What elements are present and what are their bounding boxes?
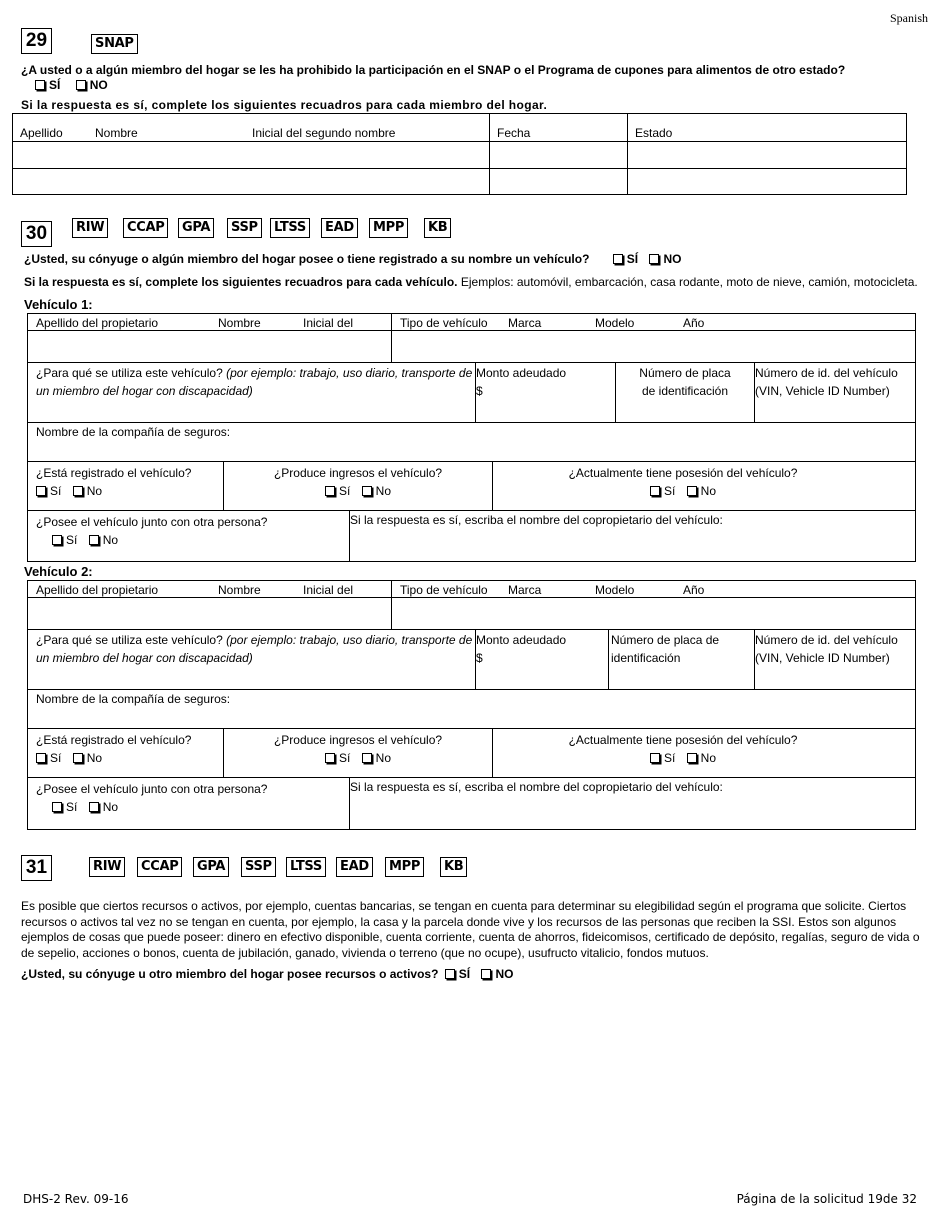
col-inicial: Inicial del segundo nombre xyxy=(252,126,396,140)
row-line xyxy=(28,728,915,729)
program-badge-ltss: LTSS xyxy=(270,218,310,238)
program-badge-riw: RIW xyxy=(89,857,125,877)
checkbox-icon xyxy=(36,753,46,763)
registered-yes-checkbox[interactable]: Sí xyxy=(36,484,61,498)
checkbox-icon xyxy=(362,753,372,763)
program-badge-mpp: MPP xyxy=(385,857,424,877)
row-line xyxy=(28,510,915,511)
program-badge-ltss: LTSS xyxy=(286,857,326,877)
row-line xyxy=(28,689,915,690)
divider xyxy=(608,629,609,689)
checkbox-icon xyxy=(36,486,46,496)
program-badge-ssp: SSP xyxy=(241,857,276,877)
co-owner-name-label[interactable]: Si la respuesta es sí, escriba el nombre del copropietario del vehículo: xyxy=(350,780,723,794)
form-id: DHS-2 Rev. 09-16 xyxy=(23,1192,129,1206)
section-31-question xyxy=(21,967,513,981)
page-number: Página de la solicitud 19de 32 xyxy=(736,1192,917,1206)
section-29-answers xyxy=(35,78,108,92)
section-29-instruction: Si la respuesta es sí, complete los siguientes recuadros para cada miembro del hogar. xyxy=(21,98,548,112)
program-badge-mpp: MPP xyxy=(369,218,408,238)
initial-label: Inicial del xyxy=(303,583,354,597)
vehicle-use-question: ¿Para qué se utiliza este vehículo? (por ejemplo: trabajo, uso diario, transporte de un miembro del hogar con discapacidad) xyxy=(36,366,473,398)
checkbox-icon xyxy=(687,486,697,496)
plate-number-label[interactable]: Número de placa de identificación xyxy=(639,366,731,398)
income-question: ¿Produce ingresos el vehículo? Sí No xyxy=(273,466,443,498)
checkbox-icon xyxy=(35,80,45,90)
program-badge-ccap: CCAP xyxy=(123,218,168,238)
section-29-yes-checkbox[interactable] xyxy=(35,78,60,92)
no-label: NO xyxy=(663,252,682,266)
program-badge-ead: EAD xyxy=(336,857,373,877)
amount-owed-label[interactable]: Monto adeudado $ xyxy=(476,366,567,398)
first-name-label: Nombre xyxy=(218,316,261,330)
co-owned-no-checkbox[interactable]: No xyxy=(89,533,118,547)
row1-date-input[interactable] xyxy=(490,142,627,168)
section-31-number: 31 xyxy=(21,855,52,881)
section-30-number: 30 xyxy=(21,221,52,247)
row2-date-input[interactable] xyxy=(490,169,627,194)
co-owner-name-label[interactable]: Si la respuesta es sí, escriba el nombre del copropietario del vehículo: xyxy=(350,513,723,527)
checkbox-icon xyxy=(89,535,99,545)
vehicle-type-label: Tipo de vehículo xyxy=(400,583,488,597)
row1-name-input[interactable] xyxy=(13,142,489,168)
insurance-label: Nombre de la compañía de seguros: xyxy=(36,692,231,706)
checkbox-icon xyxy=(650,486,660,496)
row1-state-input[interactable] xyxy=(628,142,906,168)
row-line xyxy=(28,362,915,363)
year-label: Año xyxy=(683,316,705,330)
col-nombre: Nombre xyxy=(95,126,138,140)
co-owned-yes-checkbox[interactable]: Sí xyxy=(52,533,77,547)
checkbox-icon xyxy=(325,486,335,496)
vehicle-info-input[interactable] xyxy=(392,598,915,629)
registered-question: ¿Está registrado el vehículo? Sí No xyxy=(36,466,192,498)
program-badge-gpa: GPA xyxy=(193,857,229,877)
section-29-no-checkbox[interactable] xyxy=(76,78,108,92)
possession-yes-checkbox[interactable]: Sí xyxy=(650,751,675,765)
income-yes-checkbox[interactable]: Sí xyxy=(325,751,350,765)
vehicle-type-label: Tipo de vehículo xyxy=(400,316,488,330)
amount-owed-label[interactable]: Monto adeudado $ xyxy=(476,633,567,665)
vin-label[interactable]: Número de id. del vehículo (VIN, Vehicle ID Number) xyxy=(755,633,898,665)
checkbox-icon xyxy=(687,753,697,763)
possession-no-checkbox[interactable]: No xyxy=(687,484,716,498)
registered-no-checkbox[interactable]: No xyxy=(73,751,102,765)
checkbox-icon xyxy=(362,486,372,496)
first-name-label: Nombre xyxy=(218,583,261,597)
make-label: Marca xyxy=(508,583,542,597)
question-text: ¿Usted, su cónyuge o algún miembro del hogar posee o tiene registrado a su nombre un vehículo? xyxy=(24,252,590,266)
row2-name-input[interactable] xyxy=(13,169,489,194)
language-label: Spanish xyxy=(889,11,928,25)
section-30-instruction xyxy=(24,275,918,289)
vehicle-use-question: ¿Para qué se utiliza este vehículo? (por ejemplo: trabajo, uso diario, transporte de un miembro del hogar con discapacidad) xyxy=(36,633,473,665)
row-line xyxy=(28,777,915,778)
possession-yes-checkbox[interactable]: Sí xyxy=(650,484,675,498)
income-yes-checkbox[interactable]: Sí xyxy=(325,484,350,498)
section-31-yes-checkbox[interactable] xyxy=(445,967,470,981)
program-badge-snap: SNAP xyxy=(91,34,138,54)
make-label: Marca xyxy=(508,316,542,330)
instruction-rest: Ejemplos: automóvil, embarcación, casa rodante, moto de nieve, camión, motocicleta. xyxy=(457,275,918,289)
checkbox-icon xyxy=(76,80,86,90)
co-owned-question: ¿Posee el vehículo junto con otra persona? Sí No xyxy=(36,515,268,547)
registered-question: ¿Está registrado el vehículo? Sí No xyxy=(36,733,192,765)
program-badge-kb: KB xyxy=(440,857,467,877)
checkbox-icon xyxy=(73,753,83,763)
row2-state-input[interactable] xyxy=(628,169,906,194)
program-badge-gpa: GPA xyxy=(178,218,214,238)
program-badge-ssp: SSP xyxy=(227,218,262,238)
section-30-no-checkbox[interactable] xyxy=(649,252,681,266)
program-badge-riw: RIW xyxy=(72,218,108,238)
yes-label: SÍ xyxy=(458,967,471,981)
owner-last-label: Apellido del propietario xyxy=(36,583,159,597)
row-line xyxy=(28,629,915,630)
owner-info-input[interactable] xyxy=(28,331,391,362)
vehicle-1-table xyxy=(27,313,916,562)
section-29-question: ¿A usted o a algún miembro del hogar se les ha prohibido la participación en el SNAP o el Programa de cupones para alimentos de otro estado? xyxy=(21,63,846,77)
insurance-label: Nombre de la compañía de seguros: xyxy=(36,425,231,439)
income-no-checkbox[interactable]: No xyxy=(362,484,391,498)
checkbox-icon xyxy=(89,802,99,812)
instruction-bold: Si la respuesta es sí, complete los siguientes recuadros para cada vehículo. xyxy=(24,275,458,289)
yes-label: SÍ xyxy=(49,78,61,92)
co-owned-no-checkbox[interactable]: No xyxy=(89,800,118,814)
section-29-number: 29 xyxy=(21,28,52,54)
program-badge-ccap: CCAP xyxy=(137,857,182,877)
possession-question: ¿Actualmente tiene posesión del vehículo? Sí No xyxy=(568,733,798,765)
checkbox-icon xyxy=(650,753,660,763)
prohibited-members-table xyxy=(12,113,907,195)
section-30-question xyxy=(24,252,681,266)
checkbox-icon xyxy=(73,486,83,496)
owner-info-input[interactable] xyxy=(28,598,391,629)
no-label: NO xyxy=(89,78,108,92)
checkbox-icon xyxy=(613,254,623,264)
possession-no-checkbox[interactable]: No xyxy=(687,751,716,765)
row-line xyxy=(28,422,915,423)
vehicle-2-table xyxy=(27,580,916,830)
row-line xyxy=(28,461,915,462)
vin-label[interactable]: Número de id. del vehículo (VIN, Vehicle ID Number) xyxy=(755,366,898,398)
checkbox-icon xyxy=(649,254,659,264)
checkbox-icon xyxy=(52,802,62,812)
checkbox-icon xyxy=(445,969,455,979)
insurance-input[interactable] xyxy=(28,707,915,727)
co-owned-yes-checkbox[interactable]: Sí xyxy=(52,800,77,814)
registered-yes-checkbox[interactable]: Sí xyxy=(36,751,61,765)
section-31-paragraph: Es posible que ciertos recursos o activos, por ejemplo, cuentas bancarias, se tengan en cuenta para determinar su elegibilidad según el programa que solicite. Ciertos recursos o activos tal vez no se tengan en cuenta, por ejemplo, la casa y la parcela donde vive y los recursos de las personas que reciben la SSI. Estos son algunos ejemplos de cosas que puede poseer: dinero en efectivo disponible, cuenta corriente, cuenta de ahorros, fideicomisos, certificado de depósito, regalías, seguro de vida o de sepelio, acciones o bonos, cuenta de jubilación, ganado, vivienda o terreno (que no ocupe), usufructo vitalicio, fondos mutuos. xyxy=(21,899,920,960)
vehicle-1-title: Vehículo 1: xyxy=(24,297,93,312)
question-text: ¿Usted, su cónyuge u otro miembro del hogar posee recursos o activos? xyxy=(21,967,439,981)
year-label: Año xyxy=(683,583,705,597)
initial-label: Inicial del xyxy=(303,316,354,330)
section-31-no-checkbox[interactable] xyxy=(481,967,513,981)
owner-last-label: Apellido del propietario xyxy=(36,316,159,330)
income-question: ¿Produce ingresos el vehículo? Sí No xyxy=(273,733,443,765)
program-badge-kb: KB xyxy=(424,218,451,238)
vehicle-2-title: Vehículo 2: xyxy=(24,564,93,579)
model-label: Modelo xyxy=(595,583,635,597)
possession-question: ¿Actualmente tiene posesión del vehículo? Sí No xyxy=(568,466,798,498)
model-label: Modelo xyxy=(595,316,635,330)
income-no-checkbox[interactable]: No xyxy=(362,751,391,765)
vehicle-info-input[interactable] xyxy=(392,331,915,362)
col-fecha: Fecha xyxy=(497,126,531,140)
insurance-input[interactable] xyxy=(28,440,915,460)
checkbox-icon xyxy=(52,535,62,545)
checkbox-icon xyxy=(481,969,491,979)
registered-no-checkbox[interactable]: No xyxy=(73,484,102,498)
col-apellido: Apellido xyxy=(20,126,63,140)
plate-number-label[interactable]: Número de placa de identificación xyxy=(611,633,720,665)
yes-label: SÍ xyxy=(626,252,639,266)
no-label: NO xyxy=(495,967,514,981)
col-estado: Estado xyxy=(635,126,673,140)
co-owned-question: ¿Posee el vehículo junto con otra persona? Sí No xyxy=(36,782,268,814)
program-badge-ead: EAD xyxy=(321,218,358,238)
section-30-yes-checkbox[interactable] xyxy=(613,252,638,266)
checkbox-icon xyxy=(325,753,335,763)
